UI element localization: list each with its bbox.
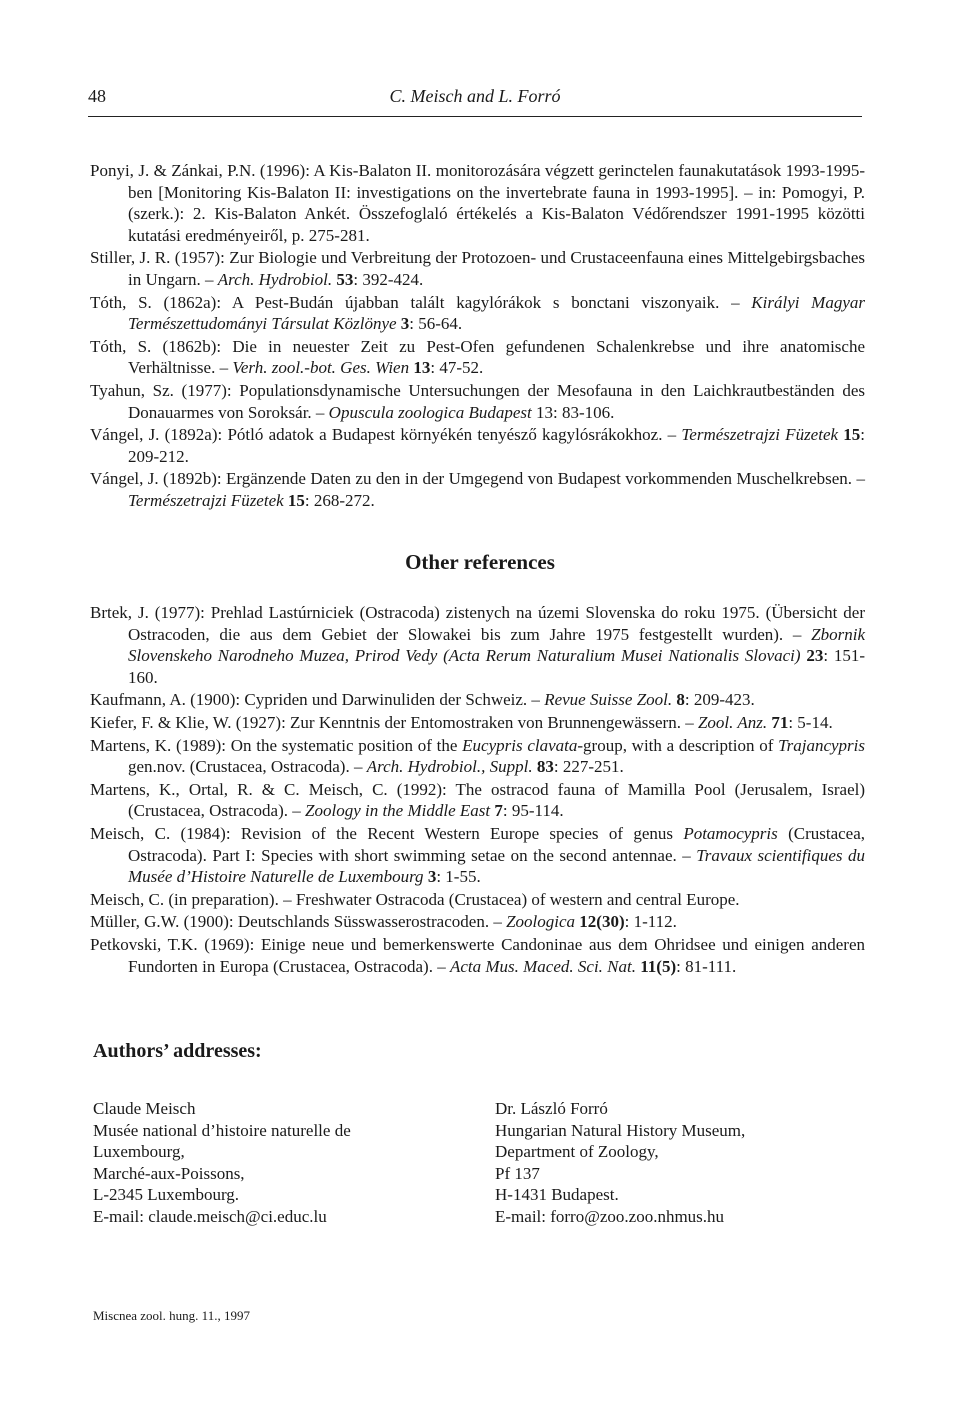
taxon-name: Eucypris clavata xyxy=(462,735,578,755)
journal-title: Acta Mus. Maced. Sci. Nat. xyxy=(449,956,636,976)
other-reference-list xyxy=(90,602,865,978)
taxon-name: Trajancypris xyxy=(778,735,865,755)
page-number: 48 xyxy=(88,86,106,106)
reference-entry: Müller, G.W. (1900): Deutschlands Süsswasserostracoden. – Zoologica 12(30): 1-112. xyxy=(90,912,677,932)
journal-title: Zbornik Slovenskeho Narodneho Muzea, Prirod Vedy (Acta Rerum Naturalium Musei Nationalis Slovaci) xyxy=(128,624,865,666)
reference-entry: Brtek, J. (1977): Prehlad Lastúrniciek (Ostracoda) zistenych na územi Slovenska do roku 1975. (Übersicht der Ostracoden, die aus dem Gebiet der Slowakei bis zum Jahre 1975 festgestellt wurden). – Zbornik Slovenskeho Narodneho Muzea, Prirod Vedy (Acta Rerum Naturalium Musei Nationalis Slovaci) 23: 151-160. xyxy=(90,603,866,687)
journal-title: Zool. Anz. xyxy=(697,712,768,732)
reference-entry: Tóth, S. (1862b): Die in neuester Zeit zu Pest-Ofen gefundenen Schalenkrebse und ihre anatomische Verhältnisse. – Verh. zool.-bot. Ges. Wien 13: 47-52. xyxy=(90,336,865,378)
address-block-forro xyxy=(495,1098,875,1228)
authors-addresses-heading: Authors’ addresses: xyxy=(93,1040,262,1062)
address-line: Pf 137 xyxy=(495,1163,540,1183)
other-references-heading: Other references xyxy=(405,550,555,574)
email-address: E-mail: forro@zoo.zoo.nhmus.hu xyxy=(495,1206,725,1226)
page-footer: Miscnea zool. hung. 11., 1997 xyxy=(93,1308,250,1323)
journal-title: Zoologica xyxy=(506,912,576,932)
address-line: Marché-aux-Poissons, xyxy=(93,1163,245,1183)
reference-entry: Kaufmann, A. (1900): Cypriden und Darwinuliden der Schweiz. – Revue Suisse Zool. 8: 209-423. xyxy=(90,690,755,710)
reference-entry: Meisch, C. (1984): Revision of the Recent Western Europe species of genus Potamocypris (Crustacea, Ostracoda). Part I: Species with short swimming setae on the second antennae. – Travaux scientifiques du Musée d’Histoire Naturelle de Luxembourg 3: 1-55. xyxy=(90,823,866,887)
address-line: Luxembourg, xyxy=(93,1142,185,1162)
reference-entry: Martens, K. (1989): On the systematic position of the Eucypris clavata-group, with a description of Trajancypris gen.nov. (Crustacea, Ostracoda). – Arch. Hydrobiol., Suppl. 83: 227-251. xyxy=(90,735,865,777)
address-line: Hungarian Natural History Museum, xyxy=(495,1120,746,1140)
address-line: Department of Zoology, xyxy=(495,1142,659,1162)
reference-entry: Tyahun, Sz. (1977): Populationsdynamische Untersuchungen der Mesofauna in den Laichkrautbeständen des Donauarmes von Soroksár. – Opuscula zoologica Budapest 13: 83-106. xyxy=(90,380,865,422)
address-line: L-2345 Luxembourg. xyxy=(93,1185,240,1205)
journal-title: Arch. Hydrobiol., Suppl. xyxy=(366,757,533,777)
reference-entry: Meisch, C. (in preparation). – Freshwater Ostracoda (Crustacea) of western and central Europe. xyxy=(90,889,740,909)
running-title: C. Meisch and L. Forró xyxy=(389,86,561,106)
journal-title: Travaux scientifiques du Musée d’Histoire Naturelle de Luxembourg xyxy=(128,845,865,887)
email-address: E-mail: claude.meisch@ci.educ.lu xyxy=(93,1206,327,1226)
address-line: Musée national d’histoire naturelle de xyxy=(93,1120,351,1140)
reference-entry: Vángel, J. (1892b): Ergänzende Daten zu den in der Umgegend von Budapest vorkommenden Muschelkrebsen. – Természetrajzi Füzetek 15: 268-272. xyxy=(90,469,865,510)
journal-title: Opuscula zoologica Budapest xyxy=(328,402,532,422)
address-line: H-1431 Budapest. xyxy=(495,1185,619,1205)
reference-entry: Tóth, S. (1862a): A Pest-Budán újabban talált kagylórákok s bonctani viszonyaik. – Királyi Magyar Természettudományi Társulat Közlönye 3: 56-64. xyxy=(90,292,865,334)
journal-title: Természetrajzi Füzetek xyxy=(128,490,284,510)
journal-title: Természetrajzi Füzetek xyxy=(681,425,839,445)
taxon-name: Potamocypris xyxy=(683,823,778,843)
journal-title: Zoology in the Middle East xyxy=(305,801,491,821)
reference-list xyxy=(90,160,865,513)
page-header xyxy=(88,86,862,117)
reference-entry: Stiller, J. R. (1957): Zur Biologie und Verbreitung der Protozoen- und Crustaceenfauna eines Mittelgebirgsbaches in Ungarn. – Arch. Hydrobiol. 53: 392-424. xyxy=(90,248,865,289)
reference-entry: Ponyi, J. & Zánkai, P.N. (1996): A Kis-Balaton II. monitorozására végzett gerinctelen faunakutatások 1993-1995-ben [Monitoring Kis-Balaton II: investigations on the invertebrate fauna in 1993-1995]. – in: Pomogyi, P. (szerk.): 2. Kis-Balaton Ankét. Összefoglaló értékelés a Kis-Balaton Védőrendszer 1991-1995 közötti kutatási eredményeiről, p. 275-281. xyxy=(90,161,865,245)
journal-title: Arch. Hydrobiol. xyxy=(217,269,333,289)
reference-entry: Kiefer, F. & Klie, W. (1927): Zur Kenntnis der Entomostraken von Brunnengewässern. – Zool. Anz. 71: 5-14. xyxy=(90,712,833,732)
address-block-meisch xyxy=(93,1098,453,1228)
reference-entry: Vángel, J. (1892a): Pótló adatok a Budapest környékén tenyésző kagylósrákokhoz. – Természetrajzi Füzetek 15: 209-212. xyxy=(90,425,866,466)
address-line: Claude Meisch xyxy=(93,1099,196,1118)
address-line: Dr. László Forró xyxy=(495,1099,608,1118)
journal-title: Revue Suisse Zool. xyxy=(544,690,673,710)
reference-entry: Petkovski, T.K. (1969): Einige neue und bemerkenswerte Candoninae aus dem Ohridsee und einigen anderen Fundorten in Europa (Crustacea, Ostracoda). – Acta Mus. Maced. Sci. Nat. 11(5): 81-111. xyxy=(90,934,865,976)
reference-entry: Martens, K., Ortal, R. & C. Meisch, C. (1992): The ostracod fauna of Mamilla Pool (Jerusalem, Israel) (Crustacea, Ostracoda). – Zoology in the Middle East 7: 95-114. xyxy=(90,779,865,821)
journal-title: Verh. zool.-bot. Ges. Wien xyxy=(232,358,410,378)
journal-title: Királyi Magyar Természettudományi Társulat Közlönye xyxy=(128,292,865,334)
